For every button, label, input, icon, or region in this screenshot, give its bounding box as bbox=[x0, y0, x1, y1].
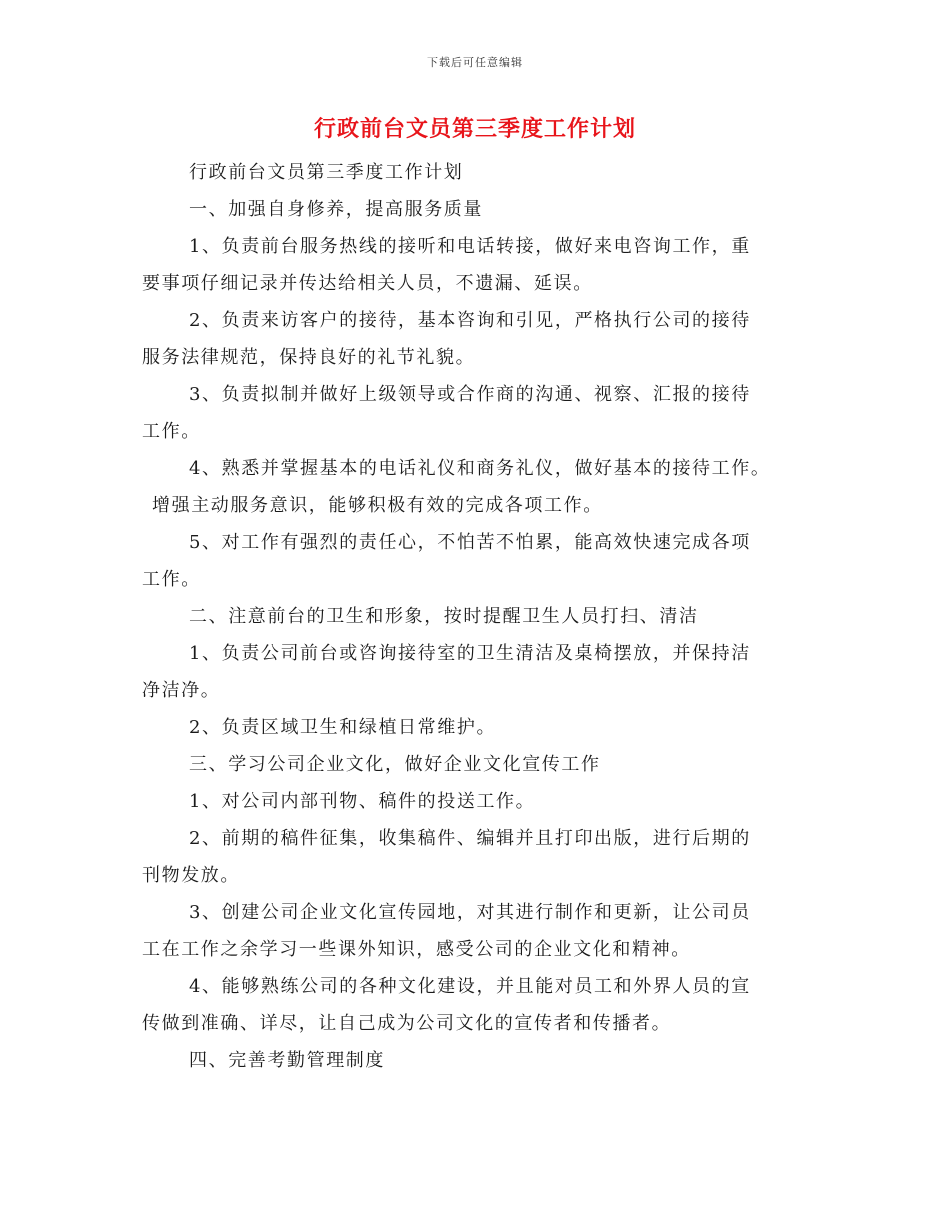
paragraph-line: 四、完善考勤管理制度 bbox=[189, 1050, 385, 1071]
paragraph-line: 服务法律规范，保持良好的礼节礼貌。 bbox=[142, 347, 476, 368]
paragraph bbox=[142, 894, 812, 968]
paragraph bbox=[142, 154, 812, 191]
paragraph bbox=[142, 635, 812, 709]
document-title: 行政前台文员第三季度工作计划 bbox=[313, 116, 636, 142]
paragraph bbox=[142, 968, 812, 1042]
paragraph-line: 2、前期的稿件征集，收集稿件、编辑并且打印出版，进行后期的 bbox=[189, 828, 751, 849]
paragraph bbox=[142, 450, 812, 524]
paragraph-line: 2、负责来访客户的接待，基本咨询和引见，严格执行公司的接待 bbox=[189, 310, 751, 331]
paragraph-line: 净洁净。 bbox=[142, 680, 221, 701]
section-heading bbox=[142, 191, 812, 228]
paragraph-line: 3、负责拟制并做好上级领导或合作商的沟通、视察、汇报的接待 bbox=[189, 384, 751, 405]
paragraph-line: 3、创建公司企业文化宣传园地，对其进行制作和更新，让公司员 bbox=[189, 902, 751, 923]
paragraph-line: 工在工作之余学习一些课外知识，感受公司的企业文化和精神。 bbox=[142, 939, 691, 960]
paragraph-line: 三、学习公司企业文化，做好企业文化宣传工作 bbox=[189, 754, 601, 775]
paragraph-line: 工作。 bbox=[142, 421, 201, 442]
paragraph-line: 刊物发放。 bbox=[142, 865, 240, 886]
paragraph bbox=[142, 709, 812, 746]
document-body bbox=[142, 154, 812, 1079]
paragraph-line: 增强主动服务意识，能够积极有效的完成各项工作。 bbox=[152, 495, 603, 516]
paragraph bbox=[142, 228, 812, 302]
paragraph-line: 工作。 bbox=[142, 569, 201, 590]
paragraph bbox=[142, 376, 812, 450]
paragraph-line: 一、加强自身修养，提高服务质量 bbox=[189, 199, 483, 220]
paragraph-line: 5、对工作有强烈的责任心，不怕苦不怕累，能高效快速完成各项 bbox=[189, 532, 751, 553]
section-heading bbox=[142, 1042, 812, 1079]
paragraph-line: 4、能够熟练公司的各种文化建设，并且能对员工和外界人员的宣 bbox=[189, 976, 751, 997]
paragraph-line: 1、对公司内部刊物、稿件的投送工作。 bbox=[189, 791, 536, 812]
paragraph-line: 1、负责公司前台或咨询接待室的卫生清洁及桌椅摆放，并保持洁 bbox=[189, 643, 751, 664]
section-heading bbox=[142, 746, 812, 783]
paragraph-line: 二、注意前台的卫生和形象，按时提醒卫生人员打扫、清洁 bbox=[189, 606, 699, 627]
paragraph bbox=[142, 820, 812, 894]
paragraph bbox=[142, 302, 812, 376]
paragraph bbox=[142, 783, 812, 820]
header-note: 下载后可任意编辑 bbox=[427, 56, 523, 69]
paragraph-line: 要事项仔细记录并传达给相关人员，不遗漏、延误。 bbox=[142, 273, 593, 294]
section-heading bbox=[142, 598, 812, 635]
paragraph-line: 传做到准确、详尽，让自己成为公司文化的宣传者和传播者。 bbox=[142, 1013, 672, 1034]
paragraph-line: 4、熟悉并掌握基本的电话礼仪和商务礼仪，做好基本的接待工作。 bbox=[189, 458, 771, 479]
paragraph-line: 2、负责区域卫生和绿植日常维护。 bbox=[189, 717, 497, 738]
paragraph-line: 行政前台文员第三季度工作计划 bbox=[189, 162, 464, 183]
paragraph bbox=[142, 524, 812, 598]
paragraph-line: 1、负责前台服务热线的接听和电话转接，做好来电咨询工作，重 bbox=[189, 236, 751, 257]
